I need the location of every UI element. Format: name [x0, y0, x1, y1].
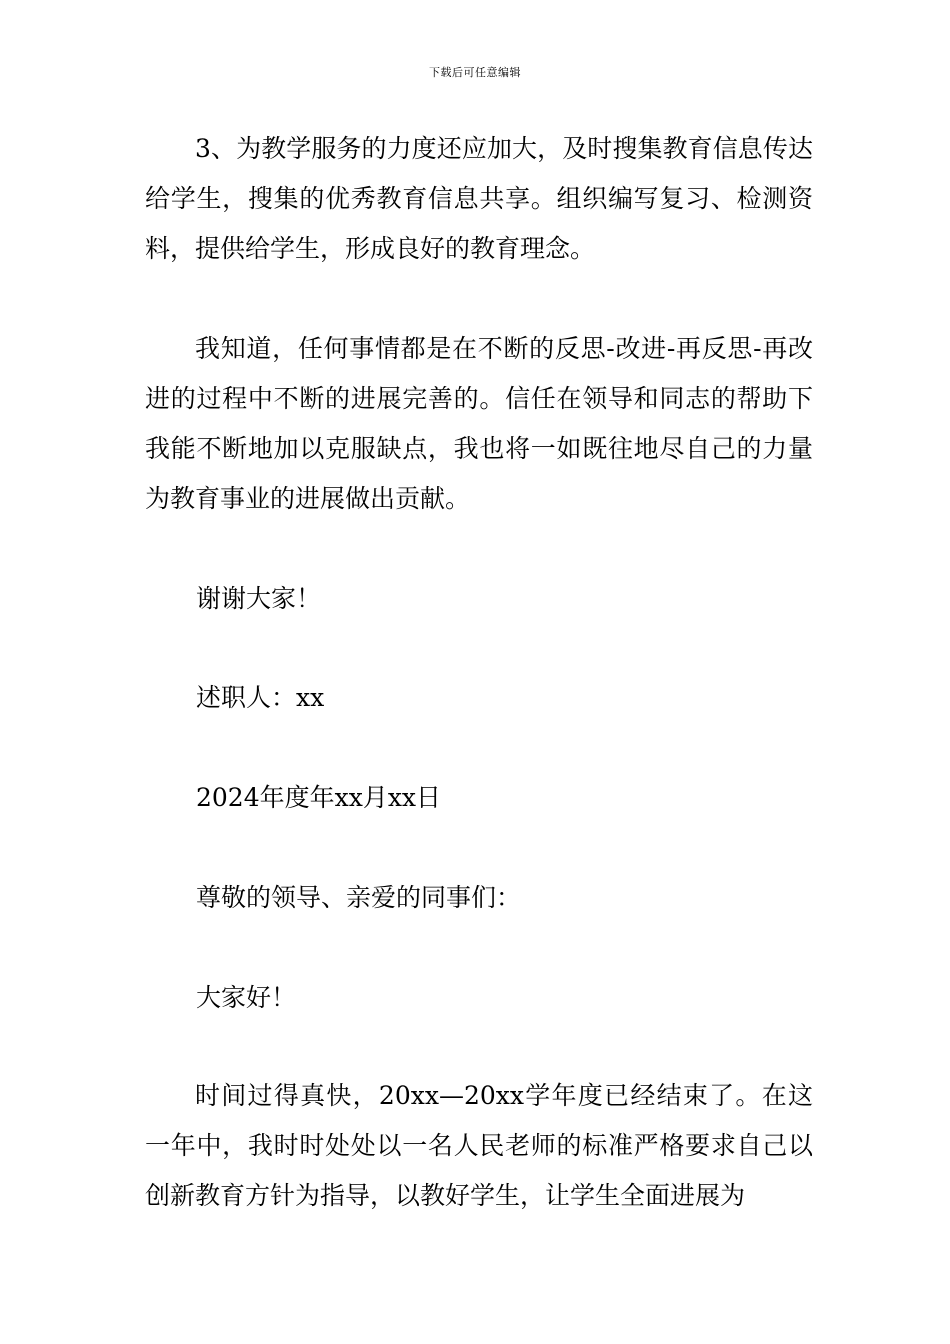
hello-line: 大家好！ — [196, 983, 297, 1012]
paragraph-year-summary: 时间过得真快，20xx—20xx学年度已经结束了。在这一年中，我时时处处以一名人民老师的标准严格要求自己以创新教育方针为指导，以教好学生，让学生全面进展为 — [145, 1081, 813, 1210]
paragraph-teaching-service: 3、为教学服务的力度还应加大，及时搜集教育信息传达给学生，搜集的优秀教育信息共享。组织编写复习、检测资料，提供给学生，形成良好的教育理念。 — [145, 134, 813, 263]
greeting-line: 尊敬的领导、亲爱的同事们： — [196, 883, 522, 912]
paragraph-reflection: 我知道，任何事情都是在不断的反思-改进-再反思-再改进的过程中不断的进展完善的。信任在领导和同志的帮助下我能不断地加以克服缺点，我也将一如既往地尽自己的力量为教育事业的进展做出贡献。 — [145, 334, 813, 513]
header-note: 下载后可任意编辑 — [429, 66, 521, 79]
thanks-line: 谢谢大家！ — [196, 584, 322, 613]
signature-line: 述职人：xx — [196, 683, 325, 712]
date-line: 2024年度年xx月xx日 — [196, 783, 442, 812]
